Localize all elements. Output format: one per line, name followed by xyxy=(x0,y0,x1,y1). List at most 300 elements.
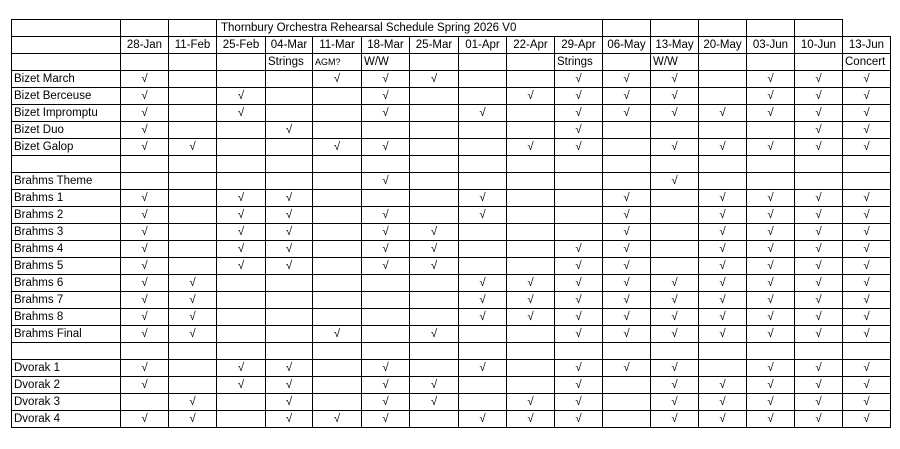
piece-row xyxy=(12,326,891,343)
empty-cell xyxy=(410,207,459,224)
title-pad-3 xyxy=(603,20,651,37)
piece-name xyxy=(12,343,121,360)
empty-cell xyxy=(507,326,555,343)
empty-cell xyxy=(747,343,795,360)
piece-row xyxy=(12,275,891,292)
piece-name: Brahms 2 xyxy=(12,207,121,224)
rehearsal-tick: √ xyxy=(266,360,313,377)
session-note-cell xyxy=(507,54,555,71)
empty-cell xyxy=(217,326,266,343)
notes-row xyxy=(12,54,891,71)
rehearsal-tick: √ xyxy=(362,207,410,224)
empty-cell xyxy=(169,105,217,122)
empty-cell xyxy=(169,343,217,360)
rehearsal-tick: √ xyxy=(747,411,795,428)
rehearsal-tick: √ xyxy=(459,207,507,224)
rehearsal-tick: √ xyxy=(747,88,795,105)
session-note-cell xyxy=(121,54,169,71)
rehearsal-tick: √ xyxy=(121,411,169,428)
piece-name: Brahms 5 xyxy=(12,258,121,275)
rehearsal-tick: √ xyxy=(747,292,795,309)
rehearsal-tick: √ xyxy=(555,105,603,122)
empty-cell xyxy=(507,360,555,377)
title-pad-5 xyxy=(699,20,747,37)
empty-cell xyxy=(507,122,555,139)
rehearsal-tick: √ xyxy=(795,258,843,275)
rehearsal-tick: √ xyxy=(795,275,843,292)
piece-row xyxy=(12,309,891,326)
empty-cell xyxy=(266,292,313,309)
empty-cell xyxy=(313,377,362,394)
rehearsal-tick: √ xyxy=(266,224,313,241)
rehearsal-tick: √ xyxy=(795,292,843,309)
empty-cell xyxy=(217,139,266,156)
date-header-cell: 18-Mar xyxy=(362,37,410,54)
empty-cell xyxy=(410,360,459,377)
empty-cell xyxy=(217,156,266,173)
date-header-cell: 11-Mar xyxy=(313,37,362,54)
empty-cell xyxy=(169,88,217,105)
rehearsal-tick: √ xyxy=(843,275,891,292)
empty-cell xyxy=(651,343,699,360)
date-header-cell: 13-May xyxy=(651,37,699,54)
rehearsal-tick: √ xyxy=(555,241,603,258)
empty-cell xyxy=(410,275,459,292)
empty-cell xyxy=(121,343,169,360)
empty-cell xyxy=(169,71,217,88)
rehearsal-tick: √ xyxy=(795,411,843,428)
rehearsal-tick: √ xyxy=(843,326,891,343)
empty-cell xyxy=(507,105,555,122)
rehearsal-tick: √ xyxy=(121,275,169,292)
rehearsal-tick: √ xyxy=(843,122,891,139)
rehearsal-tick: √ xyxy=(121,207,169,224)
rehearsal-tick: √ xyxy=(747,275,795,292)
rehearsal-tick: √ xyxy=(651,173,699,190)
piece-row xyxy=(12,71,891,88)
empty-cell xyxy=(795,343,843,360)
rehearsal-tick: √ xyxy=(843,360,891,377)
rehearsal-tick: √ xyxy=(121,377,169,394)
rehearsal-tick: √ xyxy=(121,326,169,343)
piece-name: Dvorak 4 xyxy=(12,411,121,428)
rehearsal-tick: √ xyxy=(699,275,747,292)
rehearsal-tick: √ xyxy=(603,258,651,275)
empty-cell xyxy=(459,394,507,411)
rehearsal-tick: √ xyxy=(555,122,603,139)
rehearsal-tick: √ xyxy=(555,71,603,88)
rehearsal-tick: √ xyxy=(747,394,795,411)
rehearsal-tick: √ xyxy=(266,207,313,224)
rehearsal-tick: √ xyxy=(362,241,410,258)
empty-cell xyxy=(843,343,891,360)
empty-cell xyxy=(651,190,699,207)
rehearsal-tick: √ xyxy=(121,224,169,241)
rehearsal-tick: √ xyxy=(121,105,169,122)
rehearsal-tick: √ xyxy=(603,88,651,105)
rehearsal-tick: √ xyxy=(121,71,169,88)
piece-row xyxy=(12,105,891,122)
session-note-cell xyxy=(747,54,795,71)
empty-cell xyxy=(313,292,362,309)
rehearsal-tick: √ xyxy=(266,241,313,258)
empty-cell xyxy=(555,207,603,224)
empty-cell xyxy=(459,258,507,275)
rehearsal-tick: √ xyxy=(555,326,603,343)
rehearsal-tick: √ xyxy=(507,275,555,292)
empty-cell xyxy=(217,173,266,190)
rehearsal-tick: √ xyxy=(843,309,891,326)
rehearsal-tick: √ xyxy=(217,241,266,258)
rehearsal-tick: √ xyxy=(843,224,891,241)
empty-cell xyxy=(459,139,507,156)
date-header-corner xyxy=(12,37,121,54)
rehearsal-tick: √ xyxy=(843,88,891,105)
piece-row xyxy=(12,241,891,258)
rehearsal-tick: √ xyxy=(603,326,651,343)
rehearsal-tick: √ xyxy=(795,224,843,241)
rehearsal-tick: √ xyxy=(362,139,410,156)
empty-cell xyxy=(603,122,651,139)
date-header-row xyxy=(12,37,891,54)
rehearsal-tick: √ xyxy=(459,105,507,122)
rehearsal-tick: √ xyxy=(217,360,266,377)
rehearsal-tick: √ xyxy=(217,190,266,207)
piece-row xyxy=(12,224,891,241)
rehearsal-tick: √ xyxy=(121,88,169,105)
rehearsal-tick: √ xyxy=(459,360,507,377)
empty-cell xyxy=(603,156,651,173)
rehearsal-tick: √ xyxy=(843,207,891,224)
rehearsal-tick: √ xyxy=(699,224,747,241)
rehearsal-tick: √ xyxy=(555,309,603,326)
date-header-cell: 10-Jun xyxy=(795,37,843,54)
empty-cell xyxy=(313,173,362,190)
rehearsal-tick: √ xyxy=(217,224,266,241)
rehearsal-tick: √ xyxy=(169,394,217,411)
empty-cell xyxy=(507,190,555,207)
rehearsal-tick: √ xyxy=(843,241,891,258)
rehearsal-tick: √ xyxy=(410,241,459,258)
rehearsal-tick: √ xyxy=(747,309,795,326)
empty-cell xyxy=(699,88,747,105)
empty-cell xyxy=(266,343,313,360)
empty-cell xyxy=(217,275,266,292)
empty-cell xyxy=(747,156,795,173)
rehearsal-tick: √ xyxy=(699,105,747,122)
rehearsal-tick: √ xyxy=(747,326,795,343)
piece-name: Brahms 7 xyxy=(12,292,121,309)
rehearsal-tick: √ xyxy=(747,377,795,394)
date-header-cell: 28-Jan xyxy=(121,37,169,54)
rehearsal-tick: √ xyxy=(555,139,603,156)
rehearsal-tick: √ xyxy=(362,360,410,377)
rehearsal-tick: √ xyxy=(843,139,891,156)
piece-row xyxy=(12,173,891,190)
notes-corner xyxy=(12,54,121,71)
title-pad-7 xyxy=(795,20,843,37)
rehearsal-tick: √ xyxy=(795,105,843,122)
title-row xyxy=(12,20,891,37)
rehearsal-tick: √ xyxy=(699,309,747,326)
rehearsal-tick: √ xyxy=(362,173,410,190)
empty-cell xyxy=(217,394,266,411)
corner-cell xyxy=(12,20,121,37)
empty-cell xyxy=(555,343,603,360)
rehearsal-tick: √ xyxy=(603,207,651,224)
empty-cell xyxy=(410,139,459,156)
empty-cell xyxy=(410,190,459,207)
empty-cell xyxy=(410,122,459,139)
rehearsal-tick: √ xyxy=(795,309,843,326)
empty-cell xyxy=(651,241,699,258)
empty-cell xyxy=(313,105,362,122)
rehearsal-tick: √ xyxy=(507,88,555,105)
empty-cell xyxy=(603,394,651,411)
session-note-cell xyxy=(603,54,651,71)
empty-cell xyxy=(410,88,459,105)
rehearsal-tick: √ xyxy=(121,360,169,377)
rehearsal-tick: √ xyxy=(843,411,891,428)
rehearsal-tick: √ xyxy=(121,139,169,156)
empty-cell xyxy=(169,377,217,394)
empty-cell xyxy=(555,224,603,241)
empty-cell xyxy=(362,275,410,292)
rehearsal-tick: √ xyxy=(747,190,795,207)
empty-cell xyxy=(507,241,555,258)
empty-cell xyxy=(217,292,266,309)
empty-cell xyxy=(169,156,217,173)
empty-cell xyxy=(747,122,795,139)
empty-cell xyxy=(169,190,217,207)
empty-cell xyxy=(459,326,507,343)
rehearsal-tick: √ xyxy=(747,360,795,377)
empty-cell xyxy=(121,156,169,173)
rehearsal-tick: √ xyxy=(555,360,603,377)
empty-cell xyxy=(699,360,747,377)
piece-row xyxy=(12,88,891,105)
rehearsal-tick: √ xyxy=(651,309,699,326)
date-header-cell: 06-May xyxy=(603,37,651,54)
rehearsal-tick: √ xyxy=(747,105,795,122)
rehearsal-tick: √ xyxy=(362,394,410,411)
empty-cell xyxy=(507,377,555,394)
rehearsal-tick: √ xyxy=(651,326,699,343)
piece-name: Bizet Berceuse xyxy=(12,88,121,105)
rehearsal-tick: √ xyxy=(169,292,217,309)
empty-cell xyxy=(507,71,555,88)
rehearsal-tick: √ xyxy=(795,190,843,207)
rehearsal-tick: √ xyxy=(459,275,507,292)
empty-cell xyxy=(651,207,699,224)
empty-cell xyxy=(266,88,313,105)
empty-cell xyxy=(313,275,362,292)
empty-cell xyxy=(603,377,651,394)
empty-cell xyxy=(410,105,459,122)
empty-cell xyxy=(217,122,266,139)
empty-cell xyxy=(266,173,313,190)
empty-cell xyxy=(169,122,217,139)
empty-cell xyxy=(169,173,217,190)
session-note-cell: W/W xyxy=(362,54,410,71)
empty-cell xyxy=(459,71,507,88)
title-pad-2 xyxy=(169,20,217,37)
rehearsal-tick: √ xyxy=(121,190,169,207)
rehearsal-tick: √ xyxy=(699,411,747,428)
empty-cell xyxy=(795,173,843,190)
piece-row xyxy=(12,139,891,156)
piece-name: Dvorak 1 xyxy=(12,360,121,377)
empty-cell xyxy=(459,377,507,394)
piece-row xyxy=(12,411,891,428)
rehearsal-tick: √ xyxy=(651,88,699,105)
rehearsal-tick: √ xyxy=(795,207,843,224)
date-header-cell: 03-Jun xyxy=(747,37,795,54)
empty-cell xyxy=(362,122,410,139)
rehearsal-tick: √ xyxy=(410,377,459,394)
date-header-cell: 25-Feb xyxy=(217,37,266,54)
piece-row xyxy=(12,122,891,139)
piece-name: Brahms Theme xyxy=(12,173,121,190)
schedule-title: Thornbury Orchestra Rehearsal Schedule Spring 2026 V0 xyxy=(217,20,603,37)
piece-name: Bizet Galop xyxy=(12,139,121,156)
empty-cell xyxy=(747,173,795,190)
empty-cell xyxy=(169,207,217,224)
empty-cell xyxy=(410,411,459,428)
rehearsal-tick: √ xyxy=(651,71,699,88)
rehearsal-tick: √ xyxy=(747,258,795,275)
rehearsal-tick: √ xyxy=(795,241,843,258)
empty-cell xyxy=(651,258,699,275)
empty-cell xyxy=(603,411,651,428)
empty-cell xyxy=(699,173,747,190)
session-note-cell: Concert xyxy=(843,54,891,71)
piece-name: Brahms 6 xyxy=(12,275,121,292)
rehearsal-tick: √ xyxy=(843,377,891,394)
rehearsal-tick: √ xyxy=(603,105,651,122)
empty-cell xyxy=(459,173,507,190)
rehearsal-tick: √ xyxy=(651,292,699,309)
rehearsal-tick: √ xyxy=(121,309,169,326)
title-pad-4 xyxy=(651,20,699,37)
session-note-cell xyxy=(169,54,217,71)
empty-cell xyxy=(362,156,410,173)
empty-cell xyxy=(266,275,313,292)
date-header-cell: 04-Mar xyxy=(266,37,313,54)
empty-cell xyxy=(266,105,313,122)
empty-cell xyxy=(507,343,555,360)
rehearsal-tick: √ xyxy=(410,224,459,241)
empty-cell xyxy=(217,343,266,360)
rehearsal-tick: √ xyxy=(362,411,410,428)
empty-cell xyxy=(699,343,747,360)
rehearsal-tick: √ xyxy=(795,122,843,139)
empty-cell xyxy=(459,122,507,139)
title-pad-6 xyxy=(747,20,795,37)
empty-cell xyxy=(459,343,507,360)
date-header-cell: 01-Apr xyxy=(459,37,507,54)
empty-cell xyxy=(555,173,603,190)
rehearsal-tick: √ xyxy=(699,377,747,394)
piece-row xyxy=(12,207,891,224)
rehearsal-tick: √ xyxy=(603,360,651,377)
rehearsal-tick: √ xyxy=(555,258,603,275)
rehearsal-tick: √ xyxy=(217,105,266,122)
date-header-cell: 20-May xyxy=(699,37,747,54)
rehearsal-tick: √ xyxy=(169,411,217,428)
rehearsal-tick: √ xyxy=(507,139,555,156)
rehearsal-tick: √ xyxy=(313,71,362,88)
rehearsal-tick: √ xyxy=(266,411,313,428)
empty-cell xyxy=(603,139,651,156)
rehearsal-tick: √ xyxy=(747,139,795,156)
session-note-cell xyxy=(217,54,266,71)
empty-cell xyxy=(651,156,699,173)
empty-cell xyxy=(266,71,313,88)
empty-cell xyxy=(507,173,555,190)
rehearsal-tick: √ xyxy=(169,139,217,156)
rehearsal-tick: √ xyxy=(362,71,410,88)
empty-cell xyxy=(410,343,459,360)
rehearsal-tick: √ xyxy=(651,275,699,292)
empty-cell xyxy=(795,156,843,173)
empty-cell xyxy=(699,156,747,173)
piece-name: Brahms 3 xyxy=(12,224,121,241)
date-header-cell: 29-Apr xyxy=(555,37,603,54)
rehearsal-tick: √ xyxy=(266,122,313,139)
rehearsal-tick: √ xyxy=(843,71,891,88)
rehearsal-tick: √ xyxy=(699,207,747,224)
empty-cell xyxy=(121,394,169,411)
rehearsal-tick: √ xyxy=(795,360,843,377)
rehearsal-tick: √ xyxy=(555,394,603,411)
empty-cell xyxy=(603,343,651,360)
piece-row xyxy=(12,190,891,207)
session-note-cell xyxy=(459,54,507,71)
rehearsal-tick: √ xyxy=(603,190,651,207)
rehearsal-tick: √ xyxy=(266,190,313,207)
piece-name: Dvorak 2 xyxy=(12,377,121,394)
rehearsal-tick: √ xyxy=(699,394,747,411)
rehearsal-tick: √ xyxy=(651,139,699,156)
empty-cell xyxy=(313,309,362,326)
empty-cell xyxy=(362,309,410,326)
piece-name: Brahms 4 xyxy=(12,241,121,258)
rehearsal-tick: √ xyxy=(266,394,313,411)
piece-row xyxy=(12,258,891,275)
rehearsal-tick: √ xyxy=(362,88,410,105)
rehearsal-tick: √ xyxy=(410,394,459,411)
rehearsal-tick: √ xyxy=(459,309,507,326)
piece-name: Brahms Final xyxy=(12,326,121,343)
empty-cell xyxy=(313,360,362,377)
empty-cell xyxy=(410,156,459,173)
empty-cell xyxy=(410,173,459,190)
date-header-cell: 13-Jun xyxy=(843,37,891,54)
empty-cell xyxy=(507,156,555,173)
rehearsal-tick: √ xyxy=(843,190,891,207)
session-note-cell: W/W xyxy=(651,54,699,71)
empty-cell xyxy=(459,88,507,105)
rehearsal-tick: √ xyxy=(507,309,555,326)
empty-cell xyxy=(217,411,266,428)
empty-cell xyxy=(507,224,555,241)
empty-cell xyxy=(266,309,313,326)
rehearsal-tick: √ xyxy=(507,394,555,411)
rehearsal-tick: √ xyxy=(651,394,699,411)
empty-cell xyxy=(555,190,603,207)
empty-cell xyxy=(313,122,362,139)
